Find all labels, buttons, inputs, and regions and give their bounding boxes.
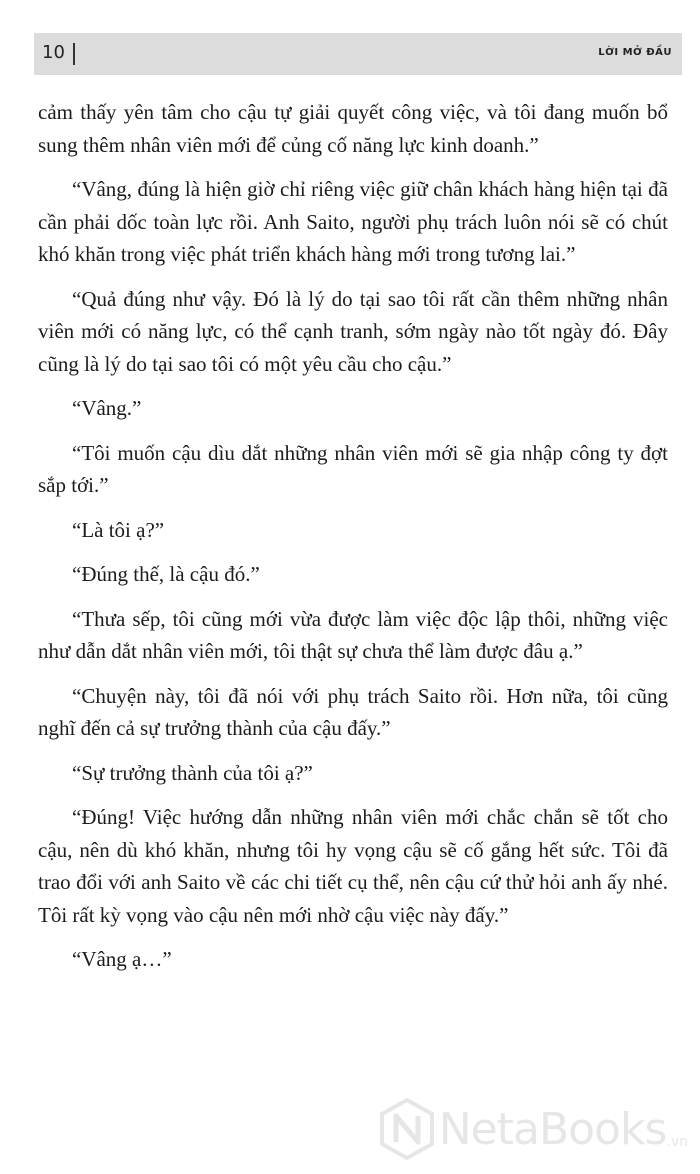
- paragraph: “Là tôi ạ?”: [72, 517, 165, 542]
- page-header: [34, 33, 682, 75]
- paragraph: “Đúng thế, là cậu đó.”: [72, 562, 260, 586]
- watermark: [379, 1098, 688, 1160]
- watermark-brand: NetaBooks: [438, 1103, 667, 1155]
- page-number: 10: [42, 42, 65, 63]
- paragraph: “Chuyện này, tôi đã nói với phụ trách Saito rồi. Hơn nữa, tôi cũng nghĩ đến cả sự trưởng thành của cậu đấy.”: [38, 683, 668, 740]
- paragraph: “Tôi muốn cậu dìu dắt những nhân viên mới sẽ gia nhập công ty đợt sắp tới.”: [38, 440, 668, 497]
- chapter-title: LỜI MỞ ĐẦU: [598, 47, 672, 58]
- paragraph: “Vâng.”: [72, 396, 142, 420]
- paragraph: cảm thấy yên tâm cho cậu tự giải quyết công việc, và tôi đang muốn bổ sung thêm nhân viên mới để củng cố năng lực kinh doanh.”: [38, 100, 668, 157]
- paragraph: “Sự trưởng thành của tôi ạ?”: [72, 760, 313, 785]
- watermark-suffix: .vn: [666, 1134, 688, 1150]
- page-body: [38, 96, 668, 988]
- neta-logo-icon: [379, 1098, 435, 1160]
- paragraph: “Vâng ạ…”: [72, 947, 172, 971]
- paragraph: “Đúng! Việc hướng dẫn những nhân viên mới chắc chắn sẽ tốt cho cậu, nên dù khó khăn, nhưng tôi hy vọng cậu sẽ cố gắng hết sức. Tôi đã trao đổi với anh Saito về các chi tiết cụ thể, nên cậu cứ thử hỏi anh ấy nhé. Tôi rất kỳ vọng vào cậu nên mới nhờ cậu việc này đấy.”: [38, 805, 668, 927]
- header-divider: [73, 43, 75, 65]
- paragraph: “Quả đúng như vậy. Đó là lý do tại sao tôi rất cần thêm những nhân viên mới có năng lực, có thể cạnh tranh, sớm ngày nào tốt ngày đó. Đây cũng là lý do tại sao tôi có một yêu cầu cho cậu.”: [38, 286, 668, 376]
- paragraph: “Vâng, đúng là hiện giờ chỉ riêng việc giữ chân khách hàng hiện tại đã cần phải dốc toàn lực rồi. Anh Saito, người phụ trách luôn nói sẽ có chút khó khăn trong việc phát triển khách hàng mới trong tương lai.”: [38, 177, 668, 266]
- paragraph: “Thưa sếp, tôi cũng mới vừa được làm việc độc lập thôi, những việc như dẫn dắt nhân viên mới, tôi thật sự chưa thể làm được đâu ạ.”: [38, 606, 668, 663]
